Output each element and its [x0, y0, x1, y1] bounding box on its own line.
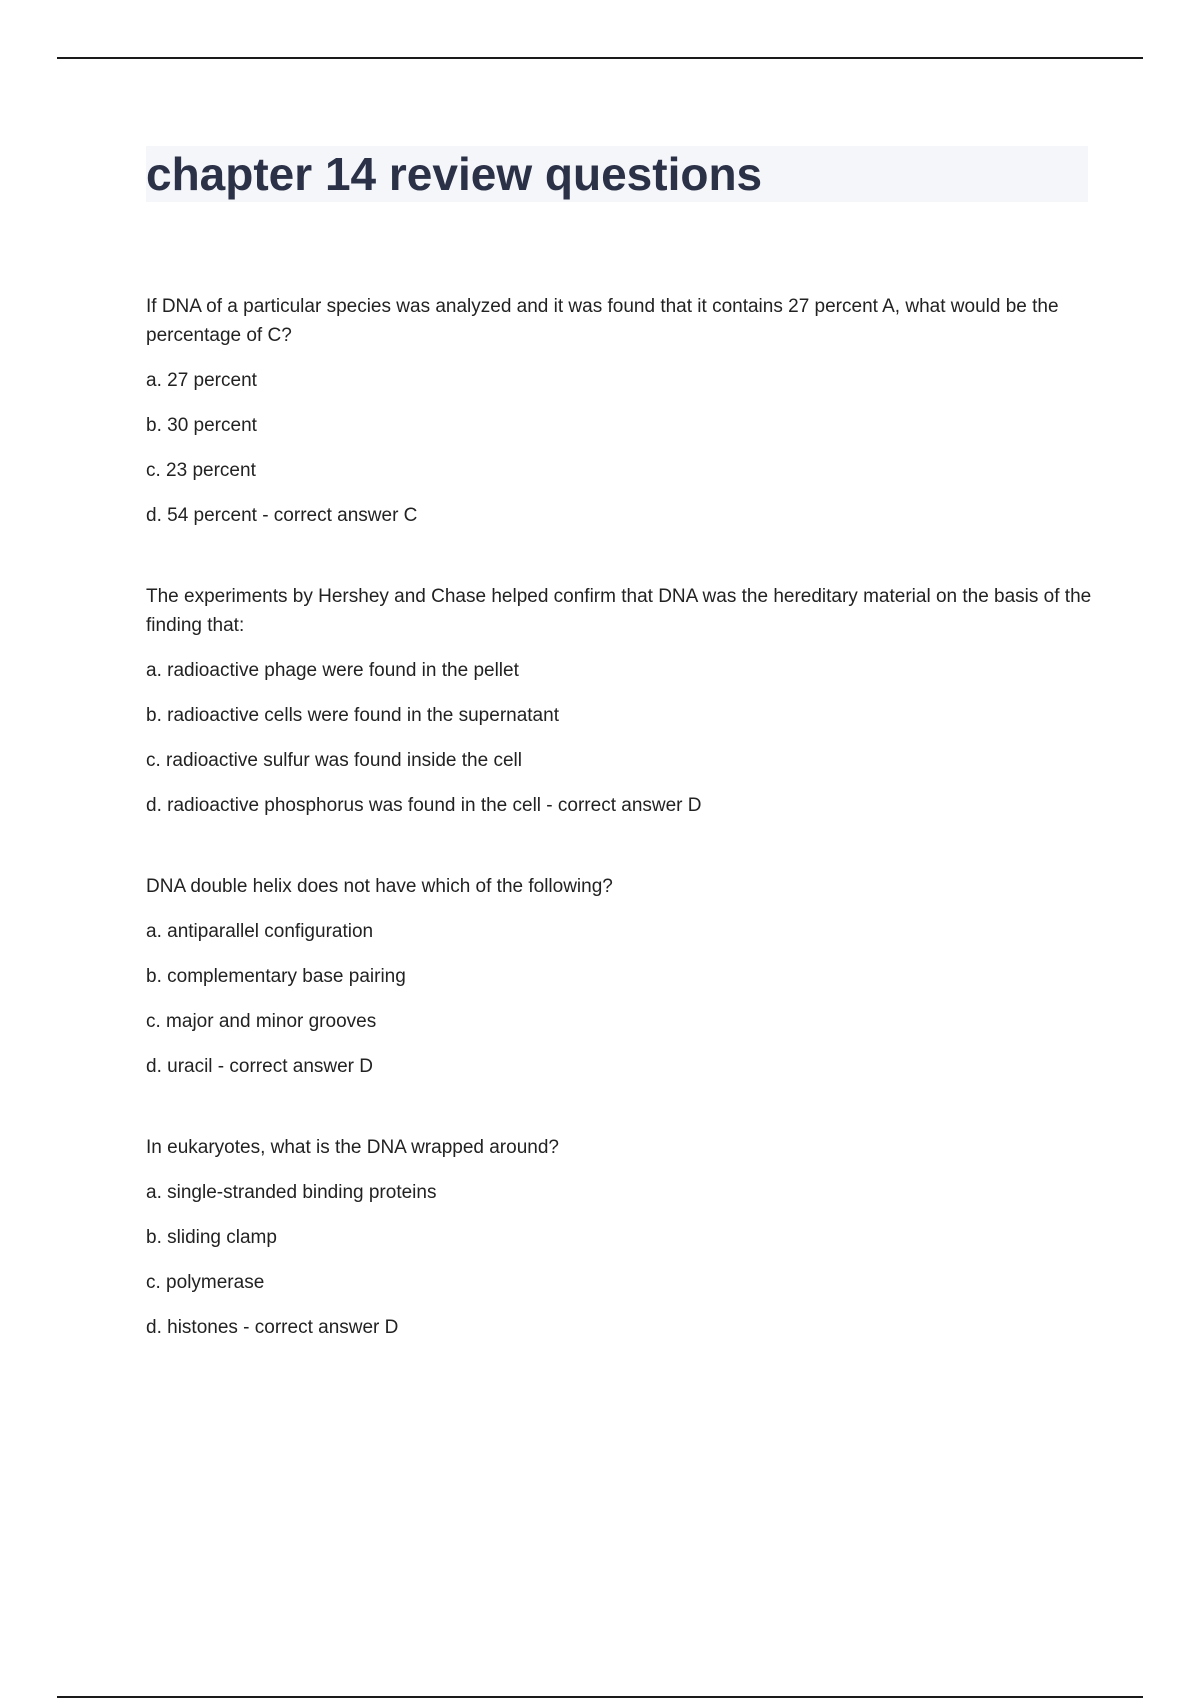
question-1 [146, 292, 1096, 530]
answer-option-c: c. polymerase [146, 1272, 265, 1293]
question-text: If DNA of a particular species was analyzed and it was found that it contains 27 percent A, what would be the percentage of C? [146, 296, 1059, 346]
answer-option-c: c. radioactive sulfur was found inside the cell [146, 750, 522, 771]
question-2 [146, 582, 1096, 820]
answer-option-c: c. 23 percent [146, 460, 256, 481]
answer-option-b: b. radioactive cells were found in the supernatant [146, 705, 559, 726]
questions-list [146, 292, 1096, 1342]
answer-option-c: c. major and minor grooves [146, 1011, 377, 1032]
question-3 [146, 872, 1096, 1081]
answer-options [146, 1178, 1096, 1342]
answer-option-d: d. 54 percent - correct answer C [146, 505, 418, 526]
question-text: The experiments by Hershey and Chase helped confirm that DNA was the hereditary material on the basis of the finding that: [146, 586, 1092, 636]
answer-option-a: a. 27 percent [146, 370, 257, 391]
top-rule [57, 57, 1143, 59]
page-title: chapter 14 review questions [146, 148, 763, 200]
answer-option-d: d. uracil - correct answer D [146, 1056, 374, 1077]
answer-option-b: b. complementary base pairing [146, 966, 406, 987]
answer-options [146, 656, 1096, 820]
answer-option-d: d. histones - correct answer D [146, 1317, 399, 1338]
bottom-rule [57, 1696, 1143, 1698]
question-text: In eukaryotes, what is the DNA wrapped around? [146, 1137, 559, 1158]
answer-option-d: d. radioactive phosphorus was found in the cell - correct answer D [146, 795, 702, 816]
answer-option-a: a. antiparallel configuration [146, 921, 374, 942]
question-text: DNA double helix does not have which of the following? [146, 876, 613, 897]
answer-option-a: a. single-stranded binding proteins [146, 1182, 437, 1203]
title-banner [146, 146, 1088, 202]
answer-option-b: b. 30 percent [146, 415, 257, 436]
answer-options [146, 366, 1096, 530]
answer-option-b: b. sliding clamp [146, 1227, 277, 1248]
answer-option-a: a. radioactive phage were found in the pellet [146, 660, 519, 681]
question-4 [146, 1133, 1096, 1342]
answer-options [146, 917, 1096, 1081]
